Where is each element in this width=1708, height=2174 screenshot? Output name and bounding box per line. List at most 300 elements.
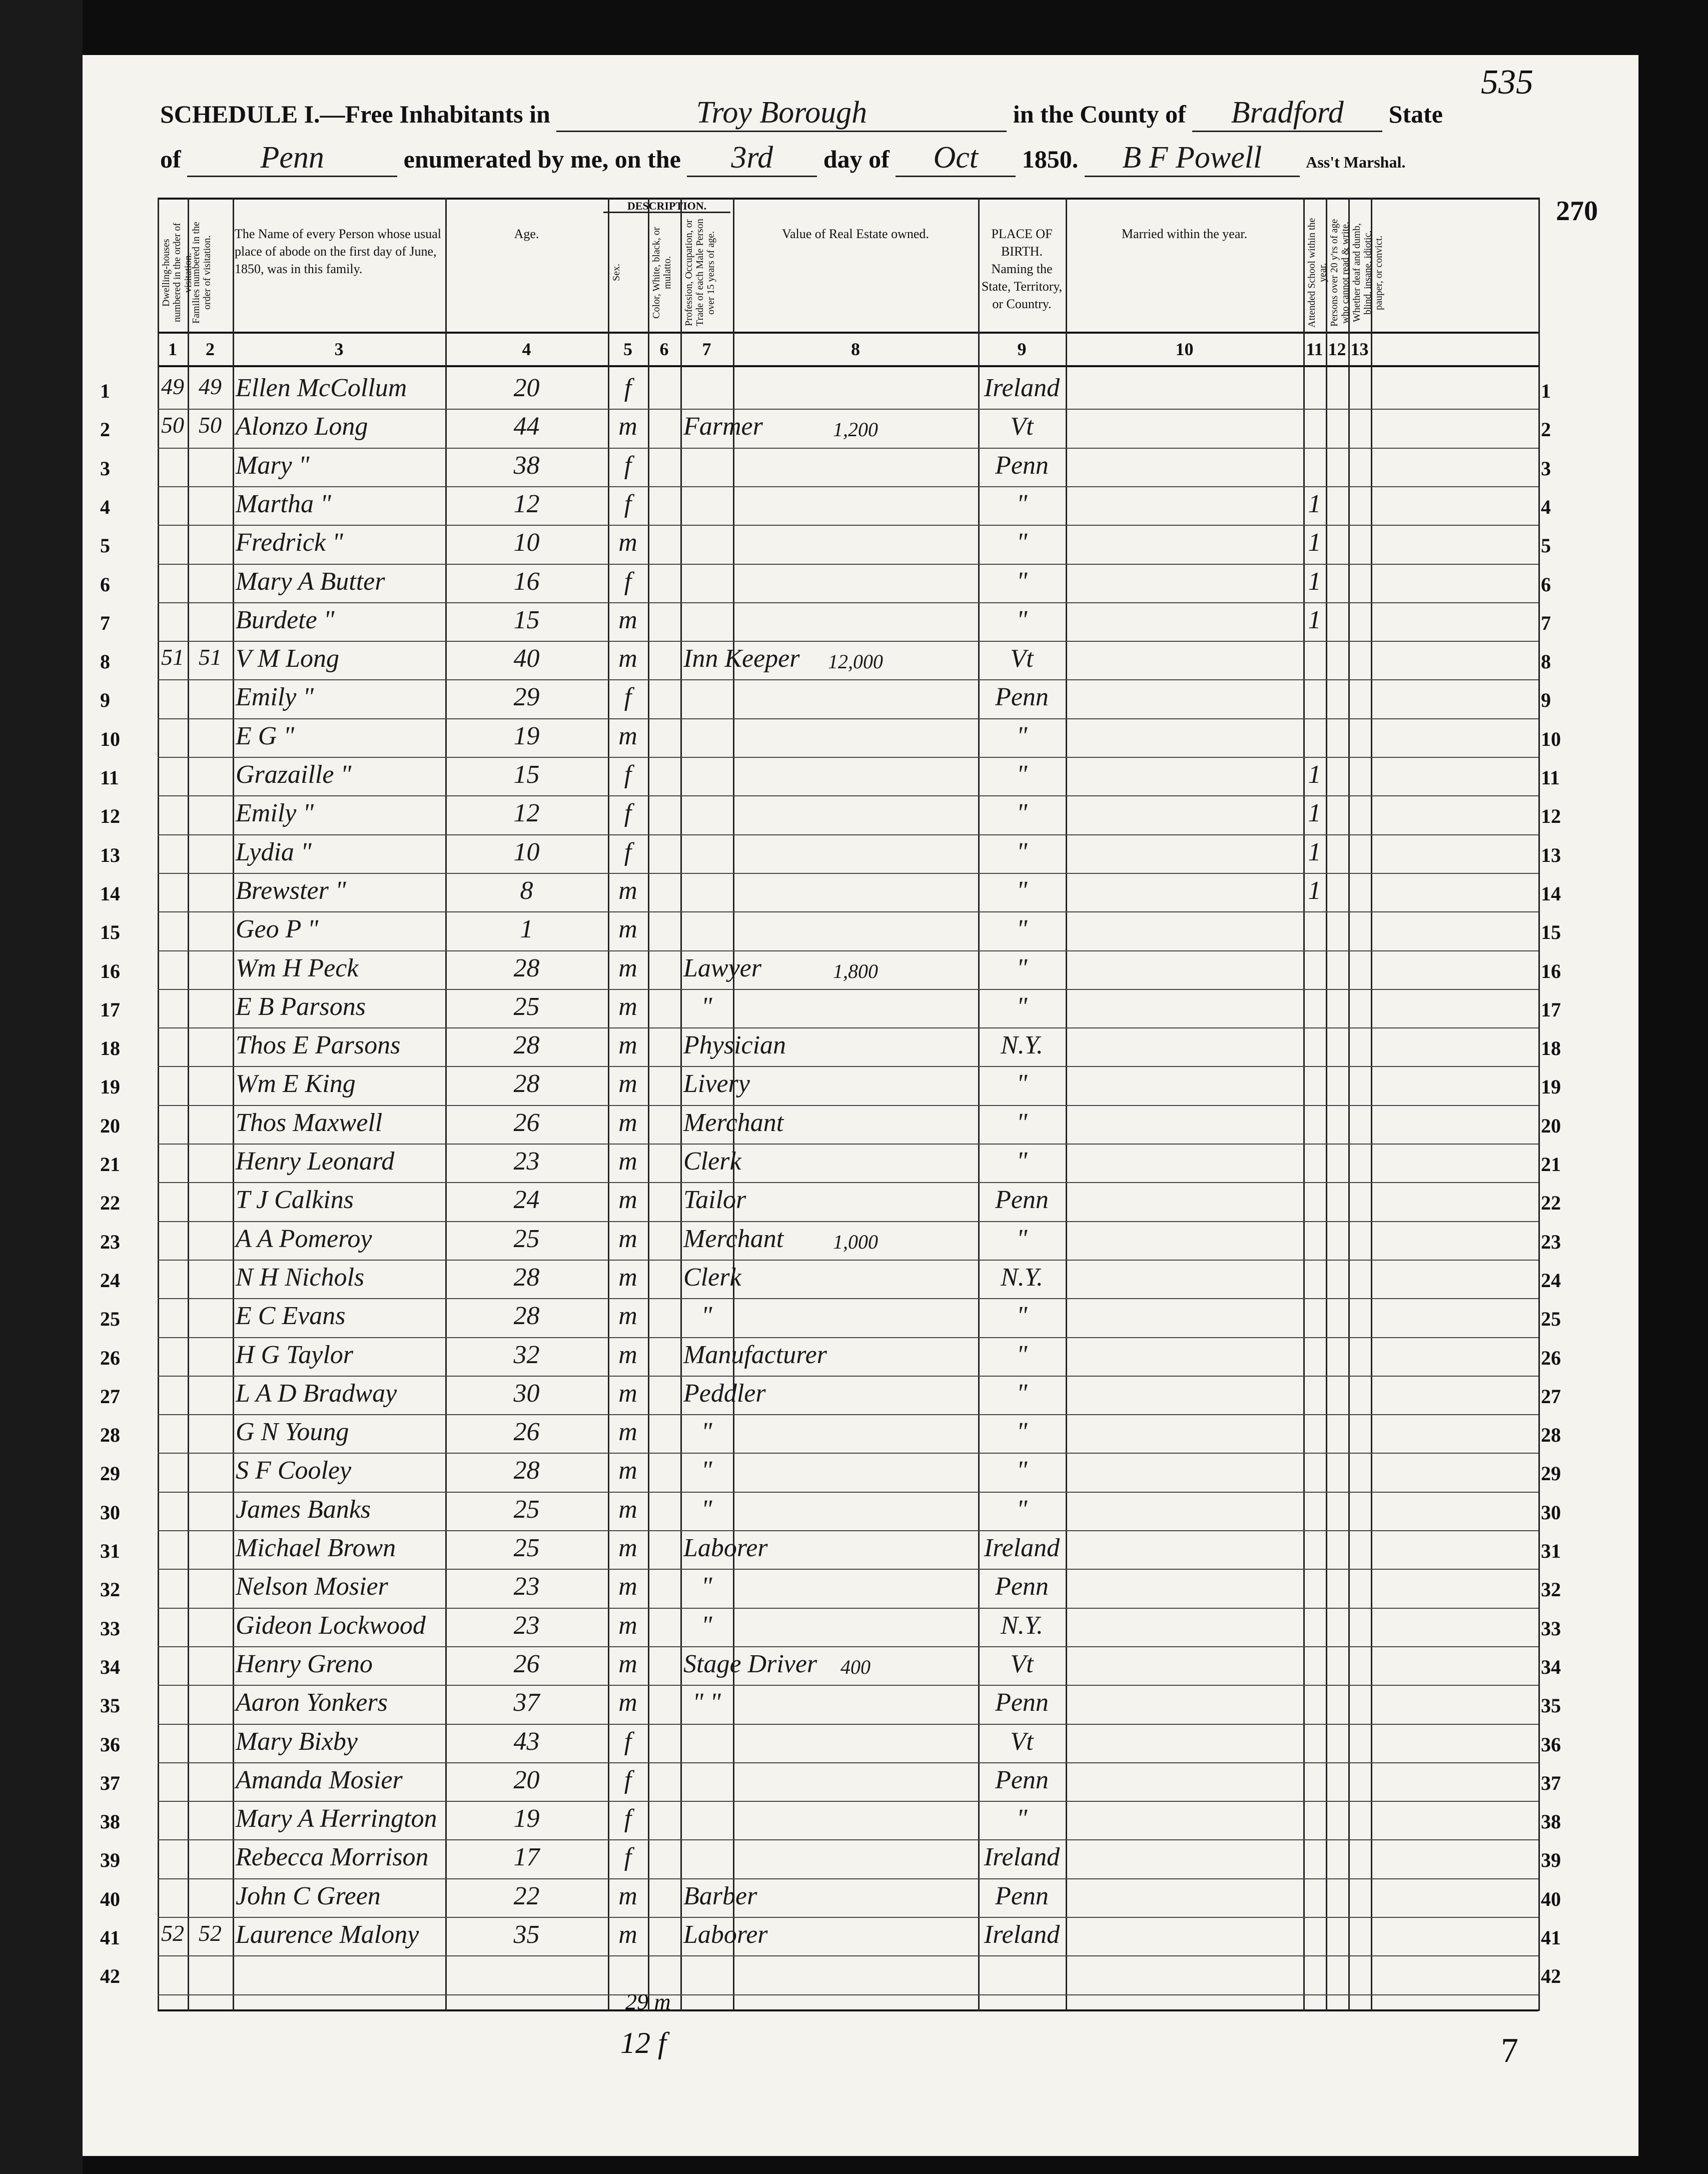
cell-dw: [161, 953, 185, 988]
line-number-right: 1: [1541, 380, 1551, 402]
line-number-left: 4: [100, 495, 110, 518]
cell-val: [736, 573, 975, 607]
cell-sex: f: [624, 1727, 632, 1756]
cell-school: [1306, 1340, 1323, 1375]
cell-occ: Merchant: [683, 1224, 784, 1253]
cell-birth: [981, 1958, 1063, 1993]
cell-name: Ellen McCollum: [236, 374, 407, 402]
cell-fam: [191, 1688, 230, 1722]
cell-val: 1,800: [833, 959, 878, 982]
cell-school: [1306, 1765, 1323, 1800]
cell-dw: [161, 1958, 185, 1993]
cell-name: Thos Maxwell: [236, 1108, 383, 1137]
line-number-left: 2: [100, 418, 110, 441]
cell-fam: [191, 1263, 230, 1297]
of-label: of: [160, 145, 181, 173]
cell-dw: [161, 1649, 185, 1684]
cell-fam: [191, 1340, 230, 1375]
cell-occ: Farmer: [683, 412, 763, 441]
cell-birth: ": [1016, 489, 1028, 518]
cell-sex: m: [618, 1186, 637, 1215]
cell-dw: [161, 1533, 185, 1568]
cell-age: 15: [513, 605, 540, 634]
cell-val: [736, 766, 975, 800]
line-number-right: 17: [1541, 998, 1561, 1021]
column-number-10: 10: [1175, 339, 1194, 359]
column-rule: [1066, 198, 1067, 2011]
cell-dw: [161, 528, 185, 562]
cell-name: Michael Brown: [236, 1534, 396, 1562]
cell-school: [1306, 451, 1323, 485]
cell-sex: m: [618, 1688, 637, 1717]
cell-fam: [191, 1379, 230, 1413]
cell-name: Emily ": [236, 683, 314, 712]
line-number-left: 1: [100, 380, 110, 402]
cell-val: [736, 1114, 975, 1149]
cell-age: 15: [513, 760, 540, 789]
column-number-1: 1: [168, 339, 177, 359]
cell-sex: f: [624, 799, 632, 828]
cell-name: E C Evans: [236, 1302, 346, 1331]
cell-name: Fredrick ": [236, 528, 343, 557]
cell-school: [1306, 1649, 1323, 1684]
column-header-7: Profession, Occupation, or Trade of each Male Person over 15 years of age.: [683, 219, 716, 327]
cell-occ: [683, 1804, 730, 1838]
cell-val: 400: [840, 1655, 871, 1678]
cell-school: [1306, 1030, 1323, 1065]
line-number-right: 16: [1541, 959, 1561, 982]
line-number-left: 26: [100, 1346, 120, 1369]
cell-school: [1306, 412, 1323, 446]
cell-sex: m: [618, 1263, 637, 1292]
cell-val: 1,200: [833, 418, 878, 441]
cell-dw: [161, 1804, 185, 1838]
cell-dw: 51: [161, 644, 184, 670]
cell-school: [1306, 1727, 1323, 1761]
cell-birth: ": [1016, 721, 1028, 750]
line-number-left: 33: [100, 1617, 120, 1640]
cell-birth: Ireland: [984, 1534, 1060, 1562]
cell-birth: Penn: [995, 1881, 1049, 1910]
cell-fam: [191, 1572, 230, 1606]
cell-birth: ": [1016, 1340, 1028, 1369]
cell-birth: ": [1016, 1069, 1028, 1099]
cell-age: 38: [513, 451, 540, 480]
cell-sex: m: [618, 412, 637, 441]
cell-dw: [161, 1263, 185, 1297]
line-number-right: 34: [1541, 1655, 1561, 1678]
cell-age: 12: [513, 799, 540, 828]
cell-birth: Vt: [1010, 1727, 1034, 1756]
cell-fam: [191, 1224, 230, 1259]
cell-school: [1306, 1224, 1323, 1259]
cell-dw: [161, 914, 185, 949]
cell-sex: m: [618, 1108, 637, 1137]
line-number-right: 5: [1541, 534, 1551, 557]
cell-val: [736, 457, 975, 491]
cell-school: 1: [1308, 837, 1321, 866]
cell-age: 35: [513, 1920, 540, 1949]
cell-birth: ": [1016, 528, 1028, 557]
header-line-1: [160, 95, 1443, 132]
cell-val: [736, 495, 975, 530]
cell-fam: [191, 914, 230, 949]
cell-occ: ": [701, 992, 712, 1021]
cell-birth: ": [1016, 605, 1028, 634]
line-number-right: 18: [1541, 1037, 1561, 1060]
cell-age: 17: [513, 1843, 540, 1872]
line-number-left: 30: [100, 1501, 120, 1524]
cell-school: [1306, 1572, 1323, 1606]
marshal-field: B F Powell: [1085, 140, 1300, 177]
line-number-right: 8: [1541, 650, 1551, 673]
cell-name: E G ": [236, 721, 295, 750]
cell-fam: [191, 721, 230, 756]
line-number-left: 7: [100, 611, 110, 634]
cell-birth: Penn: [995, 1688, 1049, 1717]
cell-birth: ": [1016, 760, 1028, 789]
cell-occ: Clerk: [683, 1263, 741, 1292]
cell-fam: [191, 1765, 230, 1800]
cell-name: Mary A Herrington: [236, 1804, 437, 1833]
cell-age: 12: [513, 489, 540, 518]
cell-fam: [191, 1842, 230, 1877]
cell-val: [736, 688, 975, 723]
line-number-right: 33: [1541, 1617, 1561, 1640]
cell-dw: [161, 876, 185, 910]
cell-occ: ": [701, 1572, 712, 1601]
year-label: 1850.: [1022, 145, 1079, 173]
cell-sex: m: [618, 1379, 637, 1408]
cell-dw: [161, 1572, 185, 1606]
cell-dw: [161, 1185, 185, 1220]
cell-age: 25: [513, 992, 540, 1021]
line-number-left: 37: [100, 1771, 120, 1794]
cell-birth: ": [1016, 1804, 1028, 1833]
cell-occ: [683, 567, 730, 601]
cell-val: [736, 1733, 975, 1767]
cell-sex: f: [624, 837, 632, 866]
cell-sex: m: [618, 1611, 637, 1640]
line-number-left: 23: [100, 1230, 120, 1253]
cell-school: [1306, 644, 1323, 678]
cell-sex: m: [618, 1069, 637, 1099]
line-number-left: 11: [100, 766, 119, 789]
cell-name: Martha ": [236, 489, 331, 518]
line-number-left: 18: [100, 1037, 120, 1060]
cell-school: [1306, 1108, 1323, 1143]
cell-sex: f: [624, 683, 632, 712]
cell-fam: [191, 798, 230, 833]
cell-fam: [191, 1069, 230, 1104]
cell-occ: [683, 1727, 730, 1761]
line-number-left: 24: [100, 1269, 120, 1292]
column-number-11: 11: [1306, 339, 1323, 359]
cell-sex: m: [618, 1456, 637, 1485]
cell-sex: f: [624, 567, 632, 596]
cell-school: [1306, 1920, 1323, 1954]
cell-sex: m: [618, 953, 637, 982]
cell-age: 19: [513, 1804, 540, 1833]
cell-val: [736, 1346, 975, 1381]
cell-school: [1306, 682, 1323, 717]
column-header-5: Sex.: [611, 264, 622, 282]
cell-dw: [161, 1224, 185, 1259]
cell-name: Wm E King: [236, 1069, 356, 1099]
cell-age: 23: [513, 1147, 540, 1176]
column-rule: [158, 198, 159, 2011]
table-bottom-rule: [158, 2009, 1538, 2011]
line-number-left: 8: [100, 650, 110, 673]
cell-name: James Banks: [236, 1495, 371, 1524]
enumerated-label: enumerated by me, on the: [403, 145, 681, 173]
cell-school: 1: [1308, 528, 1321, 557]
line-number-right: 6: [1541, 573, 1551, 596]
cell-age: 19: [513, 721, 540, 750]
column-header-12: Persons over 20 y'rs of age who cannot read & write.: [1329, 219, 1351, 327]
line-number-right: 40: [1541, 1887, 1561, 1910]
cell-dw: [161, 1147, 185, 1181]
cell-school: [1306, 1611, 1323, 1645]
cell-age: 20: [513, 374, 540, 402]
line-number-right: 23: [1541, 1230, 1561, 1253]
cell-age: 29: [513, 683, 540, 712]
cell-occ: ": [701, 1456, 712, 1485]
cell-birth: N.Y.: [1001, 1611, 1043, 1640]
line-number-left: 42: [100, 1965, 120, 1988]
cell-occ: ": [701, 1418, 712, 1447]
line-number-left: 19: [100, 1075, 120, 1099]
cell-birth: ": [1016, 1224, 1028, 1253]
schedule-label: SCHEDULE I.—Free Inhabitants in: [160, 100, 550, 128]
cell-name: S F Cooley: [236, 1456, 352, 1485]
line-number-right: 35: [1541, 1694, 1561, 1717]
cell-age: 25: [513, 1495, 540, 1524]
state-label: State: [1388, 100, 1443, 128]
column-rule: [733, 198, 734, 2011]
cell-fam: [191, 953, 230, 988]
cell-fam: 51: [199, 644, 222, 670]
cell-birth: N.Y.: [1001, 1031, 1043, 1060]
column-number-4: 4: [522, 339, 531, 359]
description-label: DESCRIPTION.: [627, 200, 707, 212]
cell-birth: ": [1016, 1456, 1028, 1485]
cell-birth: Penn: [995, 1572, 1049, 1601]
line-number-right: 27: [1541, 1385, 1561, 1408]
cell-fam: [191, 489, 230, 524]
line-number-left: 5: [100, 534, 110, 557]
cell-school: 1: [1308, 605, 1321, 634]
line-number-right: 10: [1541, 727, 1561, 750]
cell-fam: 50: [199, 412, 222, 438]
line-number-left: 10: [100, 727, 120, 750]
column-number-9: 9: [1017, 339, 1027, 359]
cell-occ: " ": [692, 1688, 721, 1717]
cell-birth: Vt: [1010, 1649, 1034, 1678]
cell-occ: [683, 451, 730, 485]
cell-occ: Merchant: [683, 1108, 784, 1137]
cell-age: 28: [513, 953, 540, 982]
cell-birth: ": [1016, 876, 1028, 905]
cell-val: [736, 1617, 975, 1651]
column-rule: [1348, 198, 1350, 2011]
line-number-right: 36: [1541, 1733, 1561, 1756]
cell-occ: [683, 760, 730, 794]
cell-fam: [191, 992, 230, 1026]
page-stamp: 535: [1481, 63, 1533, 102]
cell-fam: [191, 1611, 230, 1645]
cell-age: 16: [513, 567, 540, 596]
cell-occ: Lawyer: [683, 953, 761, 982]
cell-birth: Penn: [995, 683, 1049, 712]
cell-sex: f: [624, 1843, 632, 1872]
column-header-6: Color, White, black, or mulatto.: [651, 227, 673, 319]
cell-age: 10: [513, 528, 540, 557]
cell-occ: Livery: [683, 1069, 750, 1099]
cell-sex: m: [618, 915, 637, 944]
cell-birth: ": [1016, 1302, 1028, 1331]
cell-occ: ": [701, 1611, 712, 1640]
cell-val: [736, 1771, 975, 1806]
line-number-right: 11: [1541, 766, 1560, 789]
cell-val: [736, 534, 975, 568]
cell-dw: [161, 1842, 185, 1877]
cell-val: [736, 843, 975, 878]
cell-val: [736, 998, 975, 1032]
line-number-left: 17: [100, 998, 120, 1021]
line-number-left: 34: [100, 1655, 120, 1678]
cell-birth: ": [1016, 953, 1028, 982]
cell-birth: ": [1016, 1418, 1028, 1447]
cell-sex: f: [624, 1804, 632, 1833]
cell-birth: Penn: [995, 451, 1049, 480]
line-number-right: 37: [1541, 1771, 1561, 1794]
line-number-right: 42: [1541, 1965, 1561, 1988]
cell-val: [736, 727, 975, 762]
line-number-right: 28: [1541, 1424, 1561, 1447]
cell-val: [736, 1462, 975, 1496]
column-rule: [188, 198, 189, 2011]
column-number-12: 12: [1328, 339, 1346, 359]
line-number-right: 7: [1541, 611, 1551, 634]
line-number-right: 31: [1541, 1540, 1561, 1562]
cell-val: [736, 1153, 975, 1187]
cell-age: 28: [513, 1031, 540, 1060]
cell-school: [1306, 953, 1323, 988]
cell-school: [1306, 1533, 1323, 1568]
cell-occ: [683, 721, 730, 756]
line-number-right: 14: [1541, 882, 1561, 905]
line-number-left: 13: [100, 843, 120, 866]
cell-birth: Penn: [995, 1765, 1049, 1794]
cell-dw: [161, 1340, 185, 1375]
cell-age: 43: [513, 1727, 540, 1756]
cell-school: [1306, 1456, 1323, 1490]
cell-occ: [683, 682, 730, 717]
cell-val: [736, 920, 975, 955]
cell-val: [736, 1501, 975, 1535]
cell-age: 32: [513, 1340, 540, 1369]
cell-birth: ": [1016, 799, 1028, 828]
column-rule: [1326, 198, 1327, 2011]
cell-fam: [191, 1495, 230, 1529]
cell-name: Gideon Lockwood: [236, 1611, 426, 1640]
cell-dw: [161, 1108, 185, 1143]
cell-name: Laurence Malony: [236, 1920, 419, 1949]
line-number-right: 3: [1541, 457, 1551, 480]
cell-age: 26: [513, 1418, 540, 1447]
tally-males: 29 m: [625, 1989, 671, 2014]
line-number-right: 15: [1541, 921, 1561, 944]
cell-val: 1,000: [833, 1230, 878, 1253]
county-label: in the County of: [1013, 100, 1186, 128]
cell-sex: m: [618, 1340, 637, 1369]
cell-sex: m: [618, 1302, 637, 1331]
cell-school: [1306, 1842, 1323, 1877]
cell-fam: [191, 1804, 230, 1838]
cell-school: [1306, 1688, 1323, 1722]
cell-sex: m: [618, 992, 637, 1021]
line-number-left: 9: [100, 689, 110, 712]
cell-name: Henry Leonard: [236, 1147, 395, 1176]
cell-dw: [161, 1611, 185, 1645]
line-number-left: 39: [100, 1849, 120, 1872]
cell-name: Burdete ": [236, 605, 335, 634]
line-number-left: 15: [100, 921, 120, 944]
cell-school: [1306, 1301, 1323, 1336]
cell-school: [1306, 1804, 1323, 1838]
cell-occ: ": [701, 1495, 712, 1524]
column-header-1: Dwelling-houses numbered in the order of visitation.: [161, 223, 194, 323]
cell-name: Amanda Mosier: [236, 1765, 403, 1794]
table-top-rule: [158, 198, 1538, 200]
cell-fam: [191, 605, 230, 640]
cell-sex: m: [618, 1031, 637, 1060]
cell-age: 40: [513, 644, 540, 673]
line-number-right: 26: [1541, 1346, 1561, 1369]
cell-occ: [683, 489, 730, 524]
cell-age: 8: [520, 876, 533, 905]
cell-age: 26: [513, 1108, 540, 1137]
line-number-right: 2: [1541, 418, 1551, 441]
right-mark: 7: [1501, 2031, 1518, 2070]
tally-females: 12 f: [620, 2026, 666, 2059]
cell-sex: m: [618, 1572, 637, 1601]
column-number-7: 7: [702, 339, 711, 359]
cell-age: 30: [513, 1379, 540, 1408]
line-number-left: 14: [100, 882, 120, 905]
cell-fam: [191, 1185, 230, 1220]
cell-school: [1306, 721, 1323, 756]
column-rule: [1371, 198, 1372, 2011]
state-field: Penn: [187, 140, 397, 177]
cell-school: [1306, 914, 1323, 949]
cell-name: [236, 1958, 442, 1993]
line-number-right: 29: [1541, 1462, 1561, 1485]
cell-birth: ": [1016, 1379, 1028, 1408]
line-number-left: 6: [100, 573, 110, 596]
cell-occ: Manufacturer: [683, 1340, 827, 1369]
column-header-4: Age.: [514, 227, 539, 241]
line-number-left: 35: [100, 1694, 120, 1717]
cell-sex: m: [618, 1495, 637, 1524]
cell-val: [736, 804, 975, 839]
line-number-left: 27: [100, 1385, 120, 1408]
cell-dw: 49: [161, 374, 184, 399]
cell-age: 44: [513, 412, 540, 441]
cell-dw: [161, 798, 185, 833]
line-number-left: 12: [100, 805, 120, 828]
